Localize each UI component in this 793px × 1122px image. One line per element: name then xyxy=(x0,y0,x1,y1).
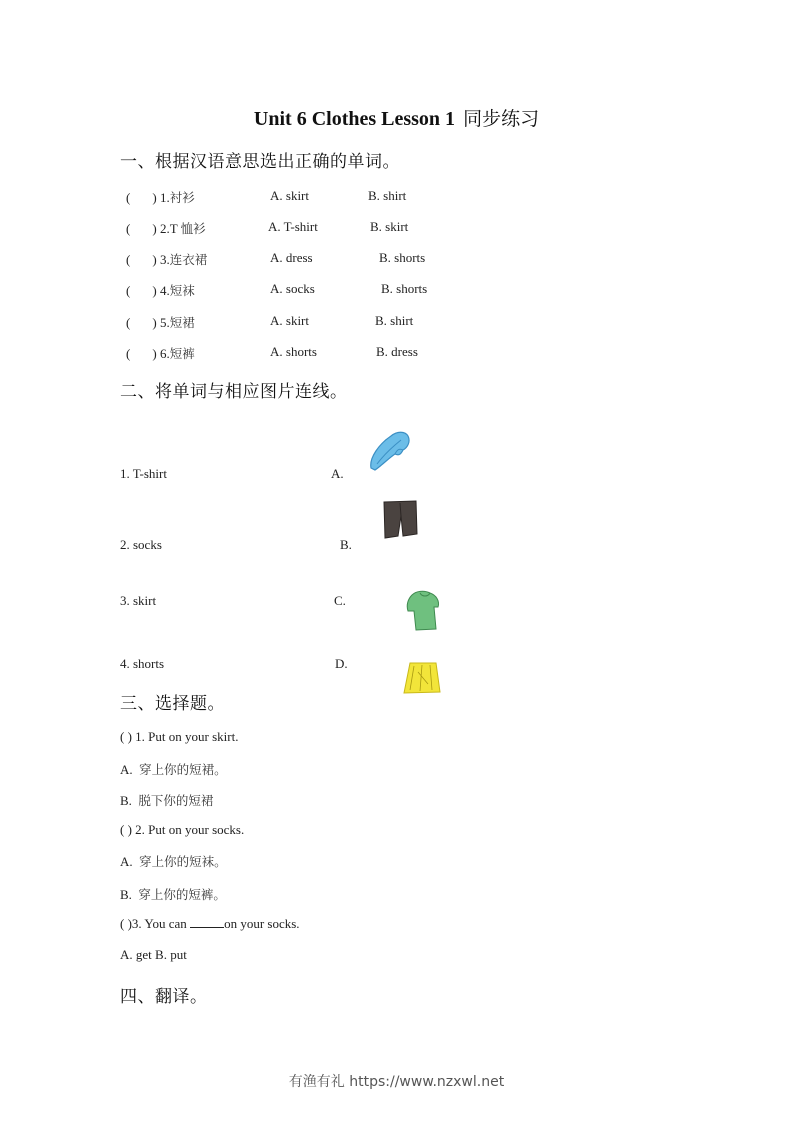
answer-paren-open[interactable]: ( xyxy=(126,283,131,298)
match-letter-d: D. xyxy=(335,656,348,671)
option-text: 穿上你的短裙。 xyxy=(139,762,227,777)
match-word-tshirt[interactable]: 1. T-shirt xyxy=(120,466,167,481)
section4-heading: 四、翻译。 xyxy=(120,987,208,1007)
list-item xyxy=(126,281,195,299)
item-chinese: 连衣裙 xyxy=(169,252,208,267)
match-letter-c: C. xyxy=(334,593,346,608)
list-item xyxy=(126,188,195,206)
option-b: B. shorts xyxy=(381,281,428,296)
match-word-socks[interactable]: 2. socks xyxy=(120,537,162,552)
answer-paren-close: ) xyxy=(152,315,157,330)
answer-paren-open[interactable]: ( xyxy=(126,221,131,236)
option-text: 穿上你的短裤。 xyxy=(138,887,226,902)
answer-paren-open[interactable]: ( xyxy=(126,315,131,330)
question-2-option-b[interactable] xyxy=(120,885,226,903)
answer-paren-open[interactable]: ( xyxy=(126,346,131,361)
question-1-option-b[interactable] xyxy=(120,791,213,809)
match-word-shorts[interactable]: 4. shorts xyxy=(120,656,165,671)
item-number: 5. xyxy=(159,315,170,330)
option-label: B. xyxy=(120,793,132,808)
option-label: A. xyxy=(120,854,133,869)
question-1-stem: ( ) 1. Put on your skirt. xyxy=(120,729,239,744)
footer-watermark: 有渔有礼 https://www.nzxwl.net xyxy=(288,1074,505,1090)
option-a: A. dress xyxy=(270,250,313,265)
section1-heading: 一、根据汉语意思选出正确的单词。 xyxy=(120,152,400,172)
item-chinese: 衬衫 xyxy=(169,190,195,205)
item-chinese: 短裤 xyxy=(169,346,195,361)
item-chinese: 短裙 xyxy=(169,315,195,330)
option-a: A. shorts xyxy=(270,344,317,359)
option-label: B. xyxy=(120,887,132,902)
match-letter-b: B. xyxy=(340,537,352,552)
question-3-stem xyxy=(120,916,300,932)
option-text: 穿上你的短袜。 xyxy=(139,854,227,869)
item-chinese: 短袜 xyxy=(169,283,195,298)
option-a: A. T-shirt xyxy=(268,219,318,234)
option-b: B. shorts xyxy=(379,250,426,265)
option-b: B. skirt xyxy=(370,219,409,234)
section2-heading: 二、将单词与相应图片连线。 xyxy=(120,382,348,402)
answer-paren-close: ) xyxy=(152,283,157,298)
item-number: 1. xyxy=(159,190,170,205)
option-a: A. skirt xyxy=(270,188,309,203)
match-word-skirt[interactable]: 3. skirt xyxy=(120,593,157,608)
answer-paren-close: ) xyxy=(152,346,157,361)
option-b: B. dress xyxy=(376,344,418,359)
answer-paren-close: ) xyxy=(152,190,157,205)
brown-shorts-picture[interactable] xyxy=(380,498,420,542)
item-number: 3. xyxy=(159,252,170,267)
question-3-options: A. get B. put xyxy=(120,947,187,962)
answer-paren-open[interactable]: ( xyxy=(126,252,131,267)
item-number: 6. xyxy=(159,346,170,361)
title-english: Unit 6 Clothes Lesson 1 xyxy=(253,108,456,130)
page-title xyxy=(0,104,793,131)
question-1-option-a[interactable] xyxy=(120,760,227,778)
match-letter-a: A. xyxy=(331,466,344,481)
green-tshirt-picture[interactable] xyxy=(404,589,444,633)
option-label: A. xyxy=(120,762,133,777)
question-2-stem: ( ) 2. Put on your socks. xyxy=(120,822,245,837)
list-item xyxy=(126,250,207,268)
answer-paren-close: ) xyxy=(152,221,157,236)
item-number: 2.T xyxy=(159,221,178,236)
stem-prefix: ( )3. You can xyxy=(120,916,191,931)
option-text: 脱下你的短裙 xyxy=(138,793,214,808)
item-chinese: 恤衫 xyxy=(180,221,206,236)
title-chinese: 同步练习 xyxy=(463,108,540,130)
option-b: B. shirt xyxy=(375,313,414,328)
item-number: 4. xyxy=(159,283,170,298)
list-item xyxy=(126,219,206,237)
option-a: A. skirt xyxy=(270,313,309,328)
list-item xyxy=(126,344,195,362)
yellow-skirt-picture[interactable] xyxy=(400,660,444,696)
fill-in-blank[interactable] xyxy=(190,917,224,928)
option-a: A. socks xyxy=(270,281,315,296)
answer-paren-close: ) xyxy=(152,252,157,267)
list-item xyxy=(126,313,195,331)
option-b: B. shirt xyxy=(368,188,407,203)
section3-heading: 三、选择题。 xyxy=(120,694,225,714)
stem-suffix: on your socks. xyxy=(224,916,300,931)
blue-socks-picture[interactable] xyxy=(365,428,415,473)
answer-paren-open[interactable]: ( xyxy=(126,190,131,205)
question-2-option-a[interactable] xyxy=(120,852,227,870)
